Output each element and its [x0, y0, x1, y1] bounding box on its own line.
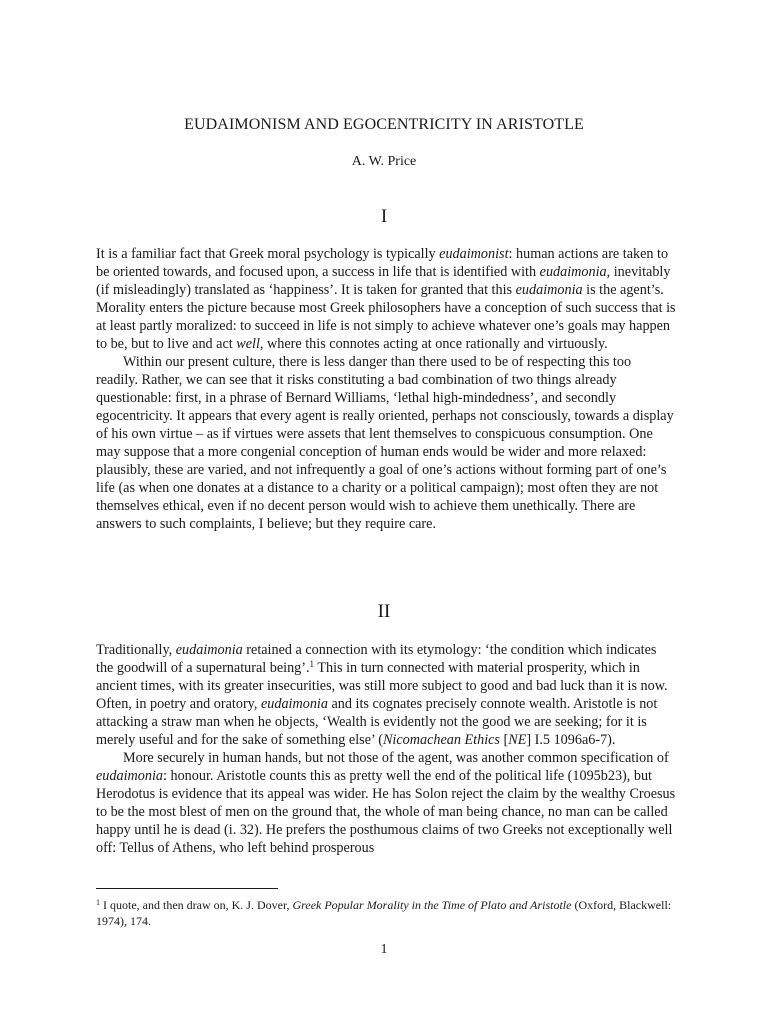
text-run: It is a familiar fact that Greek moral psychology is typically [96, 246, 440, 262]
text-run: [ [499, 732, 509, 748]
italic-text: eudaimonia [515, 282, 583, 298]
italic-text: eudaimonist [439, 246, 509, 262]
text-run: and its cognates precisely connote wealth. Aristotle is not attacking a straw man when he objects, ‘Wealth is evidently not the good we are seeking; for it is merely useful and for the sake of something else’ ( [96, 696, 658, 748]
text-run: is the agent’s. Morality enters the picture because most Greek philosophers have a conception of such success that is at least partly moralized: to succeed in life is not simply to achieve whatever one’s goals may happen to be, but to live and act [96, 282, 676, 352]
document-author: A. W. Price [351, 154, 417, 169]
text-run: retained a connection with its etymology: ‘the condition which indicates the goodwill of a supernatural being’. [96, 642, 657, 676]
italic-text: eudaimonia [260, 696, 328, 712]
text-run: Traditionally, [96, 642, 176, 658]
paragraph [96, 749, 676, 857]
page-number: 1 [380, 942, 388, 957]
paragraph [96, 353, 676, 533]
text-run: ] I.5 1096a6-7). [526, 732, 616, 748]
text-run: More securely in human hands, but not those of the agent, was another common specification of [123, 750, 669, 766]
text-run: , where this connotes acting at once rationally and virtuously. [259, 336, 608, 352]
section-1-body [96, 245, 676, 533]
text-run: , inevitably (if misleadingly) translated as ‘happiness’. It is taken for granted that this [96, 264, 671, 298]
paragraph [96, 245, 676, 353]
italic-text: NE [508, 732, 527, 748]
paragraph [96, 641, 676, 749]
text-run: This in turn connected with material prosperity, which in ancient times, with its greater insecurities, was still more subject to good and bad luck than it is now. Often, in poetry and oratory, [96, 660, 668, 712]
section-numeral-2: II [377, 601, 391, 622]
text-run: : human actions are taken to be oriented towards, and focused upon, a success in life that is identified with [96, 246, 669, 280]
footnote-divider [96, 888, 278, 889]
footnote-marker: 1 [309, 659, 315, 669]
italic-text: well [236, 336, 260, 352]
italic-text: Nicomachean Ethics [382, 732, 500, 748]
italic-text: eudaimonia [96, 768, 163, 784]
italic-text: Greek Popular Morality in the Time of Plato and Aristotle [292, 898, 572, 912]
document-title: EUDAIMONISM AND EGOCENTRICITY IN ARISTOTLE [184, 116, 584, 133]
footnote [96, 897, 676, 929]
section-2-body [96, 641, 676, 857]
footnote-marker: 1 [96, 898, 100, 907]
text-run: (Oxford, Blackwell: 1974), 174. [96, 898, 672, 928]
italic-text: eudaimonia [175, 642, 243, 658]
section-numeral-1: I [380, 206, 388, 227]
italic-text: eudaimonia [539, 264, 607, 280]
text-run: : honour. Aristotle counts this as pretty well the end of the political life (1095b23), but Herodotus is evidence that its appeal was wider. He has Solon reject the claim by the wealthy Croesus to be the most blest of men on the ground that, the whole of man being chance, no man can be called happy until he is dead (i. 32). He prefers the posthumous claims of two Greeks not exceptionally well off: Tellus of Athens, who left behind prosperous [96, 768, 676, 856]
text-run: I quote, and then draw on, K. J. Dover, [100, 898, 293, 912]
text-run: Within our present culture, there is less danger than there used to be of respecting this too readily. Rather, we can see that it risks constituting a bad combination of two things already questionable: first, in a phrase of Bernard Williams, ‘lethal high-mindedness’, and secondly egocentricity. It appears that every agent is really oriented, perhaps not consciously, towards a display of his own virtue – as if virtues were assets that lent themselves to conspicuous consumption. One may suppose that a more congenial conception of human ends would be wider and more relaxed: plausibly, these are varied, and not infrequently a goal of one’s actions without forming part of one’s life (as when one donates at a distance to a charity or a political campaign); most often they are not themselves ethical, even if no decent person would wish to achieve them unethically. There are answers to such complaints, I believe; but they require care. [96, 354, 674, 532]
